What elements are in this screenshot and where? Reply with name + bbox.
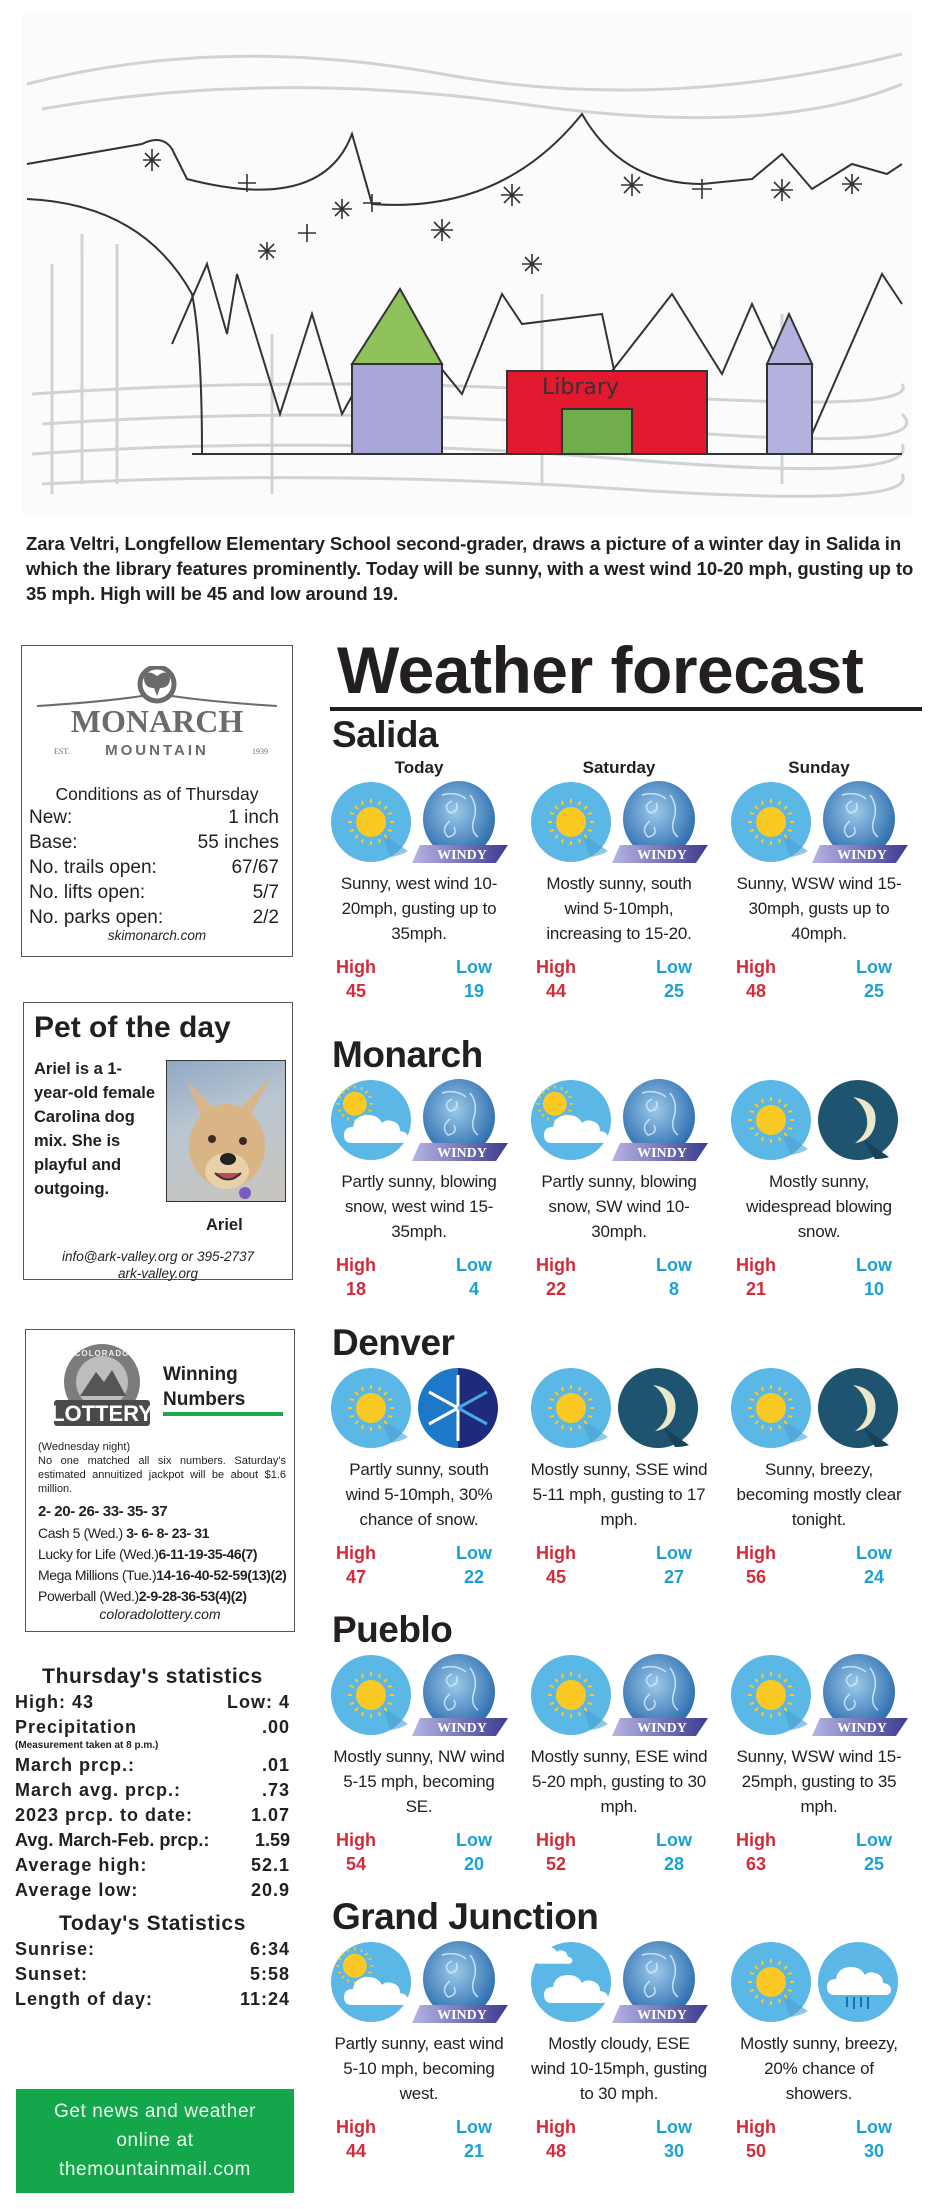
svg-text:WINDY: WINDY bbox=[437, 848, 487, 863]
moon-icon bbox=[817, 1367, 899, 1449]
weather-forecast-title: Weather forecast bbox=[337, 633, 864, 707]
svg-text:WINDY: WINDY bbox=[837, 1721, 887, 1736]
low-temp: Low 25 bbox=[656, 957, 692, 1001]
day-forecast bbox=[730, 1941, 930, 2165]
colorado-lottery-logo bbox=[46, 1342, 158, 1434]
sunny-icon bbox=[730, 781, 812, 863]
child-drawing-image bbox=[22, 14, 912, 514]
moon-icon bbox=[817, 1079, 899, 1161]
stat-row: March avg. prcp.: .73 bbox=[15, 1780, 290, 1800]
svg-text:Library: Library bbox=[542, 375, 619, 400]
city-name: Grand Junction bbox=[332, 1896, 599, 1937]
day-label: Sunday bbox=[788, 758, 850, 777]
partly-sunny-icon bbox=[530, 1079, 612, 1161]
low-temp: Low 25 bbox=[856, 957, 892, 1001]
svg-text:LOTTERY: LOTTERY bbox=[51, 1401, 153, 1426]
condition-row: No. trails open: 67/67 bbox=[29, 857, 279, 878]
high-temp: High 45 bbox=[536, 1543, 576, 1587]
low-temp: Low 30 bbox=[656, 2117, 692, 2161]
lottery-game-row: Cash 5 (Wed.) 3- 6- 8- 23- 31 bbox=[38, 1525, 210, 1541]
high-temp: High 21 bbox=[736, 1255, 776, 1299]
high-temp: High 48 bbox=[536, 2117, 576, 2161]
high-temp: High 47 bbox=[336, 1543, 376, 1587]
lottery-game-row: Mega Millions (Tue.)14-16-40-52-59(13)(2) bbox=[38, 1567, 287, 1583]
day-forecast bbox=[330, 781, 530, 1005]
forecast-description: Partly sunny, east wind 5-10 mph, becoming west. bbox=[334, 2034, 504, 2103]
day-forecast bbox=[530, 781, 730, 1005]
svg-text:WINDY: WINDY bbox=[637, 848, 687, 863]
condition-row: No. parks open: 2/2 bbox=[29, 907, 279, 928]
high-temp: High 56 bbox=[736, 1543, 776, 1587]
pet-link[interactable]: ark-valley.org bbox=[117, 1266, 199, 1281]
day-forecast bbox=[730, 1367, 930, 1591]
forecast-description: Mostly sunny, NW wind 5-15 mph, becoming SE. bbox=[333, 1747, 505, 1816]
sunny-icon bbox=[530, 781, 612, 863]
day-forecast bbox=[530, 1941, 730, 2165]
svg-text:1939: 1939 bbox=[252, 747, 268, 756]
winning-numbers-title: Winning Numbers bbox=[163, 1364, 246, 1410]
lotto-numbers: 2- 20- 26- 33- 35- 37 bbox=[38, 1503, 168, 1520]
forecast-description: Partly sunny, south wind 5-10mph, 30% chance of snow. bbox=[345, 1460, 493, 1529]
monarch-conditions-box bbox=[21, 645, 293, 957]
pet-contact bbox=[24, 1248, 292, 1282]
high-temp: High 44 bbox=[536, 957, 576, 1001]
day-forecast bbox=[730, 1654, 930, 1878]
city-name: Denver bbox=[332, 1322, 455, 1363]
svg-text:WINDY: WINDY bbox=[637, 1146, 687, 1161]
city-forecast-denver bbox=[330, 1323, 930, 1591]
lottery-note: (Wednesday night) No one matched all six numbers. Saturday's estimated annuitized jackpot will be about $1.6 million. bbox=[38, 1441, 286, 1495]
lottery-box bbox=[25, 1329, 295, 1632]
high-temp: High 18 bbox=[336, 1255, 376, 1299]
svg-text:COLORADO: COLORADO bbox=[74, 1349, 130, 1358]
pet-of-the-day-box bbox=[23, 1002, 293, 1280]
city-forecast-monarch bbox=[330, 1035, 930, 1303]
stat-row: Average low: 20.9 bbox=[15, 1880, 290, 1900]
condition-row: New: 1 inch bbox=[29, 807, 279, 828]
low-temp: Low 22 bbox=[456, 1543, 492, 1587]
windy-icon bbox=[412, 1079, 512, 1161]
low-temp: Low 8 bbox=[656, 1255, 692, 1299]
day-label: Saturday bbox=[582, 758, 656, 777]
city-name: Monarch bbox=[332, 1034, 483, 1075]
windy-icon bbox=[412, 1654, 512, 1736]
city-forecast-pueblo bbox=[330, 1610, 930, 1878]
windy-icon bbox=[412, 1941, 512, 2023]
showers-icon bbox=[817, 1941, 899, 2023]
svg-text:MOUNTAIN: MOUNTAIN bbox=[105, 742, 209, 759]
windy-icon bbox=[612, 1941, 712, 2023]
forecast-description: Mostly sunny, ESE wind 5-20 mph, gusting to 30 mph. bbox=[530, 1747, 708, 1816]
day-forecast bbox=[330, 1654, 530, 1878]
pet-contact-email[interactable]: info@ark-valley.org or 395-2737 bbox=[61, 1249, 255, 1264]
forecast-description: Sunny, WSW wind 15-25mph, gusting to 35 mph. bbox=[736, 1747, 902, 1816]
city-forecast-grand-junction bbox=[330, 1897, 930, 2165]
high-temp: High 50 bbox=[736, 2117, 776, 2161]
sunny-icon bbox=[330, 1367, 412, 1449]
thursday-stats-title: Thursday's statistics bbox=[42, 1665, 263, 1688]
stat-row: Sunset: 5:58 bbox=[15, 1964, 290, 1984]
svg-text:WINDY: WINDY bbox=[437, 1721, 487, 1736]
svg-text:WINDY: WINDY bbox=[637, 1721, 687, 1736]
forecast-description: Mostly cloudy, ESE wind 10-15mph, gusting to 30 mph. bbox=[530, 2034, 708, 2103]
city-name: Pueblo bbox=[332, 1609, 453, 1650]
svg-text:MONARCH: MONARCH bbox=[70, 703, 244, 739]
day-forecast bbox=[530, 1654, 730, 1878]
sunny-icon bbox=[530, 1654, 612, 1736]
day-forecast bbox=[330, 1079, 530, 1303]
forecast-description: Mostly sunny, breezy, 20% chance of showers. bbox=[740, 2034, 898, 2103]
photo-caption: Zara Veltri, Longfellow Elementary School second-grader, draws a picture of a winter day in Salida in which the library features prominently. Today will be sunny, with a west wind 10-20 mph, gusting up to 35 mph. High will be 45 and low around 19. bbox=[26, 533, 914, 604]
windy-icon bbox=[612, 781, 712, 863]
snow-icon bbox=[417, 1367, 499, 1449]
title-rule bbox=[330, 707, 922, 711]
sunny-icon bbox=[730, 1941, 812, 2023]
low-temp: Low 27 bbox=[656, 1543, 692, 1587]
low-temp: Low 28 bbox=[656, 1830, 692, 1874]
high-temp: High 54 bbox=[336, 1830, 376, 1874]
title-underline bbox=[163, 1412, 283, 1416]
stat-row: March prcp.: .01 bbox=[15, 1755, 290, 1775]
high-temp: High 52 bbox=[536, 1830, 576, 1874]
sunny-icon bbox=[730, 1367, 812, 1449]
day-forecast bbox=[530, 1079, 730, 1303]
sunny-icon bbox=[730, 1079, 812, 1161]
statistics-panel bbox=[15, 1664, 290, 2012]
precip-row: Precipitation .00 bbox=[15, 1717, 290, 1737]
low-temp: Low 4 bbox=[456, 1255, 492, 1299]
windy-icon bbox=[812, 1654, 912, 1736]
pet-name: Ariel bbox=[206, 1216, 243, 1234]
cloudy-icon bbox=[530, 1941, 612, 2023]
condition-row: Base: 55 inches bbox=[29, 832, 279, 853]
windy-icon bbox=[612, 1654, 712, 1736]
moon-icon bbox=[617, 1367, 699, 1449]
monarch-link[interactable]: skimonarch.com bbox=[107, 928, 207, 943]
forecast-description: Mostly sunny, south wind 5-10mph, increasing to 15-20. bbox=[546, 874, 692, 943]
day-forecast bbox=[730, 1079, 930, 1303]
partly-sunny-icon bbox=[330, 1079, 412, 1161]
forecast-description: Partly sunny, blowing snow, SW wind 10-30mph. bbox=[541, 1172, 697, 1241]
day-forecast bbox=[730, 781, 930, 1005]
stat-row: 2023 prcp. to date: 1.07 bbox=[15, 1805, 290, 1825]
svg-text:WINDY: WINDY bbox=[437, 1146, 487, 1161]
monarch-mountain-logo bbox=[32, 666, 282, 762]
high-temp: High 63 bbox=[736, 1830, 776, 1874]
stat-row: Avg. March-Feb. prcp.: 1.59 bbox=[15, 1830, 290, 1850]
lottery-game-row: Lucky for Life (Wed.)6-11-19-35-46(7) bbox=[38, 1546, 258, 1562]
today-stats-title: Today's Statistics bbox=[59, 1912, 246, 1935]
low-temp: Low 30 bbox=[856, 2117, 892, 2161]
svg-text:WINDY: WINDY bbox=[837, 848, 887, 863]
forecast-description: Mostly sunny, widespread blowing snow. bbox=[746, 1172, 892, 1241]
stat-row: Average high: 52.1 bbox=[15, 1855, 290, 1875]
svg-text:EST.: EST. bbox=[54, 747, 70, 756]
sunny-icon bbox=[730, 1654, 812, 1736]
stat-row: Sunrise: 6:34 bbox=[15, 1939, 290, 1959]
windy-icon bbox=[412, 781, 512, 863]
high-low-row: High: 43 Low: 4 bbox=[15, 1692, 290, 1712]
city-forecast-salida bbox=[330, 715, 930, 1005]
day-forecast bbox=[530, 1367, 730, 1591]
forecast-description: Sunny, WSW wind 15-30mph, gusts up to 40mph. bbox=[736, 874, 902, 943]
conditions-label: Conditions as of Thursday bbox=[55, 784, 259, 804]
pet-title: Pet of the day bbox=[34, 1011, 231, 1044]
pet-description: Ariel is a 1-year-old female Carolina dog mix. She is playful and outgoing. bbox=[34, 1060, 156, 1198]
partly-sunny-icon bbox=[330, 1941, 412, 2023]
forecast-description: Mostly sunny, SSE wind 5-11 mph, gusting to 17 mph. bbox=[530, 1460, 708, 1529]
sunny-icon bbox=[330, 1654, 412, 1736]
low-temp: Low 21 bbox=[456, 2117, 492, 2161]
low-temp: Low 25 bbox=[856, 1830, 892, 1874]
precip-note: (Measurement taken at 8 p.m.) bbox=[15, 1740, 159, 1751]
day-forecast bbox=[330, 1367, 530, 1591]
windy-icon bbox=[612, 1079, 712, 1161]
windy-icon bbox=[812, 781, 912, 863]
low-temp: Low 20 bbox=[456, 1830, 492, 1874]
day-label: Today bbox=[394, 758, 444, 777]
lottery-link[interactable]: coloradolottery.com bbox=[99, 1606, 221, 1622]
forecast-description: Sunny, breezy, becoming mostly clear tonight. bbox=[736, 1460, 902, 1529]
forecast-description: Partly sunny, blowing snow, west wind 15-35mph. bbox=[341, 1172, 497, 1241]
low-temp: Low 10 bbox=[856, 1255, 892, 1299]
low-temp: Low 24 bbox=[856, 1543, 892, 1587]
condition-row: No. lifts open: 5/7 bbox=[29, 882, 279, 903]
pet-photo bbox=[166, 1060, 286, 1202]
high-temp: High 22 bbox=[536, 1255, 576, 1299]
svg-text:WINDY: WINDY bbox=[437, 2008, 487, 2023]
stat-row: Length of day: 11:24 bbox=[15, 1989, 290, 2009]
forecast-description: Sunny, west wind 10-20mph, gusting up to 35mph. bbox=[340, 874, 498, 943]
high-temp: High 44 bbox=[336, 2117, 376, 2161]
svg-text:WINDY: WINDY bbox=[637, 2008, 687, 2023]
sunny-icon bbox=[330, 781, 412, 863]
city-name: Salida bbox=[332, 714, 438, 755]
high-temp: High 48 bbox=[736, 957, 776, 1001]
low-temp: Low 19 bbox=[456, 957, 492, 1001]
sunny-icon bbox=[530, 1367, 612, 1449]
website-promo-banner[interactable]: Get news and weather online at themountainmail.com bbox=[16, 2089, 294, 2193]
lottery-game-row: Powerball (Wed.)2-9-28-36-53(4)(2) bbox=[38, 1588, 247, 1604]
high-temp: High 45 bbox=[336, 957, 376, 1001]
day-forecast bbox=[330, 1941, 530, 2165]
